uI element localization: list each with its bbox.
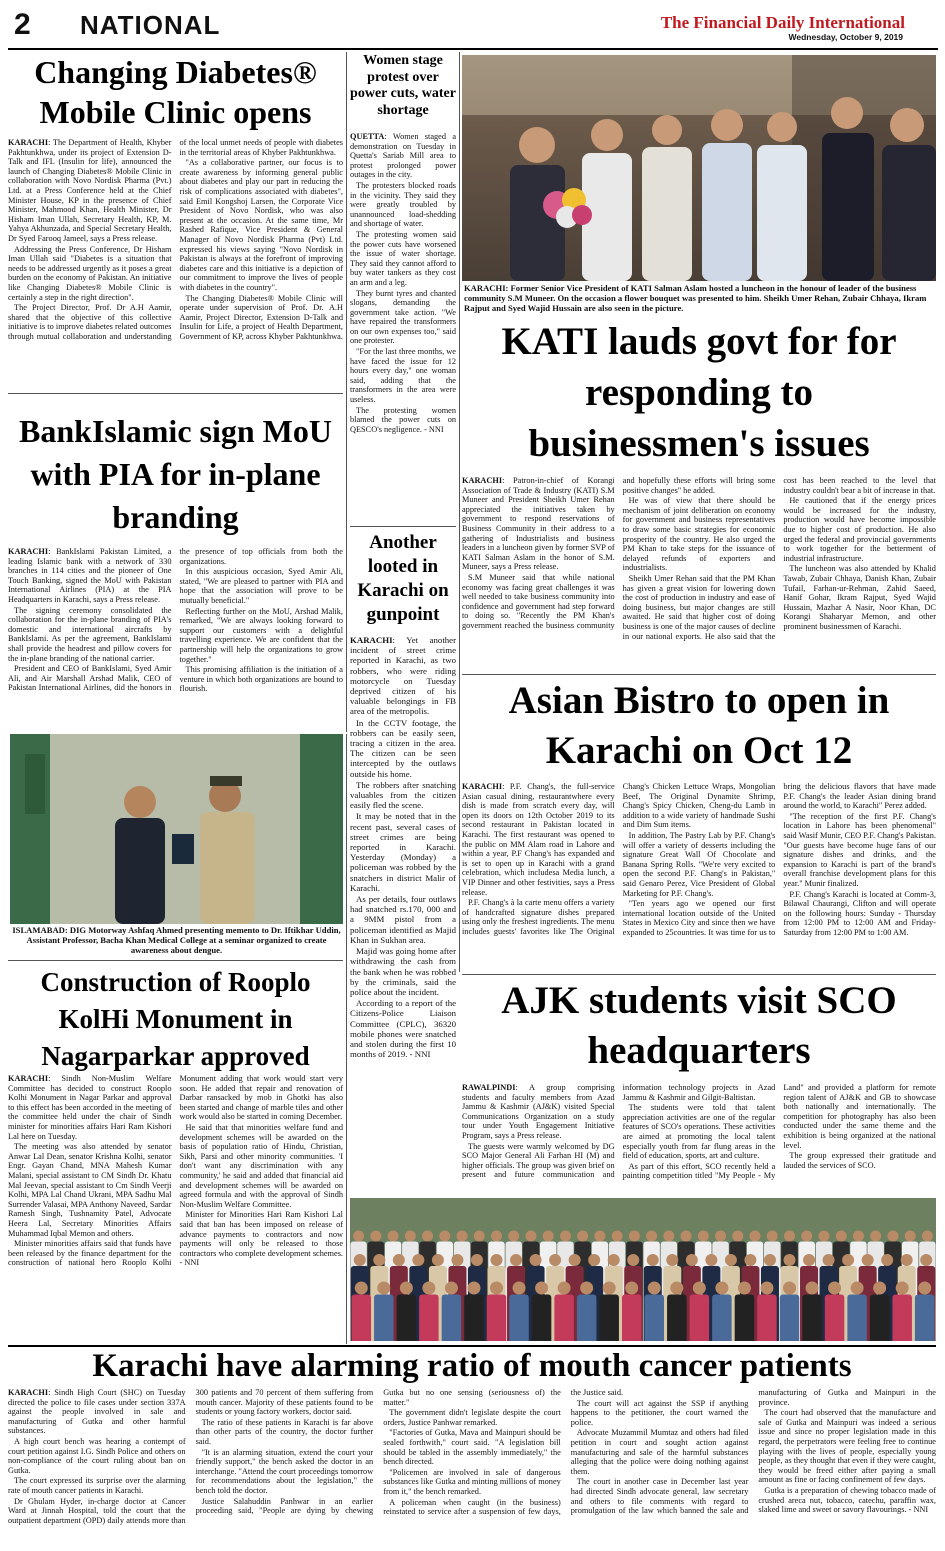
person-body xyxy=(892,1295,912,1342)
caption-kati-photo: KARACHI: Former Senior Vice President of KATI Salman Aslam hosted a luncheon in the honour of leader of the business community S.M Muneer. On the occasion a flower bouquet was presented to him. Sheikh Umer Rehan, Zubair Chhaya, Ikram Rajput and Syed Wajid Hussain are also seen in the picture. xyxy=(464,283,927,313)
paragraph: The court will act against the SSP if anything happens to the petitioner, the court warned the police. xyxy=(570,1398,749,1427)
person-head xyxy=(693,1282,706,1295)
paragraph: In this auspicious occasion, Syed Amir Ali, stated, "We are pleased to partner with PIA and hope that the association will prove to be mutually beneficial." xyxy=(179,567,343,605)
person-head xyxy=(784,1231,795,1242)
headline-gunpoint: Another looted in Karachi on gunpoint xyxy=(357,532,449,625)
paragraph: A high court bench was hearing a contempt of court petition against I.G. Sindh Police and others on non-compliance of the court ruling about ban on Gutka. xyxy=(8,1436,186,1475)
person-body xyxy=(915,1295,935,1342)
person-head xyxy=(851,1282,864,1295)
section-title: NATIONAL xyxy=(80,10,221,40)
person-body xyxy=(712,1295,732,1342)
person-head xyxy=(806,1282,819,1295)
person-head xyxy=(569,1254,581,1266)
paragraph: Sheikh Umer Rehan said that the PM Khan has given a great vision for lowering down the cost of production in industry and ease of doing business, but major changes are still awaited. He said that higher cost of doing business is one of the major causes of decline in our national exports. He also said that the cost has been reached to the level that industry couldn't bear a bit of increase in that. xyxy=(622,476,936,641)
person-head xyxy=(513,1282,526,1295)
paragraph: The robbers after snatching valuables from the citizen easily fled the scene. xyxy=(350,779,456,811)
paragraph: The luncheon was also attended by Khalid Tawab, Zubair Chhaya, Danish Khan, Zubair Tufail, Farhan-ur-Rehman, Zahid Saeed, Hanif Gohar, Ikram Rajput, Syed Wajid Hussain, Mazhar A Nasir, Noor Khan, DC Korangi Shaharyar Memon, and other prominent businessmen of Karachi. xyxy=(783,564,936,631)
person-head xyxy=(881,1254,893,1266)
person-head xyxy=(920,1254,932,1266)
person-head xyxy=(784,1254,796,1266)
headline-rooplo: Construction of Rooplo KolHi Monument in Nagarparkar approved xyxy=(40,967,311,1071)
person-head xyxy=(896,1282,909,1295)
photo-kati-luncheon xyxy=(462,55,936,281)
person-head xyxy=(750,1231,761,1242)
person-head xyxy=(400,1282,413,1295)
paragraph: P.F. Chang's à la carte menu offers a variety of handcrafted signature dishes prepared using only the freshest ingredients. The menu includes guests' favorites like The Original Chang's Chicken Lettuce Wraps, Mongolian Beef, The Original Dynamite Shrimp, Chang's Spicy Chicken, Cheng-du Lamb in addition to a wide variety of handmade Sushi and Dim Sum items. xyxy=(462,782,776,936)
person-head xyxy=(588,1254,600,1266)
paragraph: Minister minorities affairs said that funds have been released by the finance department for the construction of national hero Rooplo Kolhi Monument adding that work would start very soon. He added that repair and renovation of Darbar ransacked by mob in Ghotki has also been started and change of marble tiles and other work would also be started in coming December. xyxy=(8,1074,343,1268)
person-body xyxy=(397,1295,417,1342)
person-head xyxy=(744,1254,756,1266)
person-head xyxy=(862,1254,874,1266)
person-head xyxy=(836,1231,847,1242)
person-head xyxy=(698,1231,709,1242)
section-rule xyxy=(462,974,936,975)
person-head xyxy=(887,1231,898,1242)
dateline: KARACHI xyxy=(462,782,503,791)
person-head xyxy=(457,1231,468,1242)
person-head xyxy=(732,1231,743,1242)
person-head xyxy=(666,1254,678,1266)
person-head xyxy=(558,1282,571,1295)
person-head xyxy=(354,1254,366,1266)
paragraph: The protesters blocked roads in the vicinity. They said they were greatly troubled by unannounced load-shedding and shortage of water. xyxy=(350,180,456,229)
section-rule xyxy=(8,960,343,961)
person-body xyxy=(870,1295,890,1342)
dateline: KARACHI xyxy=(8,1074,49,1083)
person-body xyxy=(825,1295,845,1342)
person-head xyxy=(580,1282,593,1295)
person-head xyxy=(510,1254,522,1266)
person-head xyxy=(870,1231,881,1242)
paragraph: He was of view that there should be mechanism of joint deliberation on economy for government and business representatives to draw some basic strategies for economic prosperity of the country. He also urged the PM Khan to take steps for the issuance of delayed refunds of exporters and industrialists. xyxy=(622,496,776,573)
person-head xyxy=(612,1231,623,1242)
person-head xyxy=(627,1254,639,1266)
headline-women-protest: Women stage protest over power cuts, water shortage xyxy=(350,53,456,118)
dateline: KARACHI xyxy=(350,635,393,645)
person-head xyxy=(405,1231,416,1242)
person-head xyxy=(764,1254,776,1266)
article-mouth-cancer xyxy=(8,1347,936,1547)
person-head xyxy=(918,1282,931,1295)
person-head xyxy=(705,1254,717,1266)
body-diabetes: KARACHI: The Department of Health, Khyber Pakhtunkhwa, under its project of Extension D-Talk and IFL (Insulin for life), announced the launch of Changing Diabetes® Mobile Clinic in collaboration with Novo Nordisk Pharma (Pvt.) Ltd. at a Press Conference held at the Chief Minister House, KP in the presence of Chief Minister, Mahmood Khan, Health Minister, Dr Hisham Iman Ullah, Secretary Health, KP, M. Yahya Akhunzada, and Special Secretary Health, Dr Syed Farooq Jameel, says a Press release. Addressing the Press Conference, Dr Hisham Iman Ullah said "Diabetes is a situation that needs to be addressed urgently as it poses a great burden on the economy of Pakistan. An initiative like Changing Diabetes® Mobile Clinic is certainly a step in the right direction". The Project Director, Prof. Dr A.H Aamir, shared that the objective of this collective initiative is to improve diabetes related outcomes through mutual collaboration and understanding of the local unmet needs of people with diabetes in the territorial areas of Khyber Pakhtunkhwa. "As a collaborative partner, our focus is to create awareness by informing general public about diabetes and play our part in reducing the risk of complications associated with diabetes", said Emil Kongshoj Larsen, the Corporate Vice President of Novo Nordisk, who was also present at the occasion. At the same time, Mr Rashed Rafique, Vice President & General Manager of Novo Nordisk Pharma (Pvt) Ltd. expressed his views saying "Novo Nordisk in Pakistan is always at the forefront of improving diabetes care and this initiative is a depiction of our commitment to improve the lives of people with diabetes in the country". The Changing Diabetes® Mobile Clinic will operate under supervision of Prof. Dr. A.H Aamir, Project Director, Extension D-Talk and Insulin for Life, a project of Health Department, Government of KP, across Khyber Pakhtunkhwa. xyxy=(8,138,343,341)
person-head xyxy=(715,1282,728,1295)
person-body xyxy=(690,1295,710,1342)
person-head xyxy=(801,1231,812,1242)
paragraph: They burnt tyres and chanted slogans, demanding the government take action. "We have repaired the transformers on our own expenses too," said one protester. xyxy=(350,288,456,346)
person-head xyxy=(467,1282,480,1295)
paragraph: Majid was going home after withdrawing the cash from the bank when he was robbed by the criminals, said the police about the incident. xyxy=(350,946,456,997)
article-women-protest xyxy=(350,53,456,523)
photo-memento-illustration xyxy=(10,734,343,924)
headline-bankislamic: BankIslamic sign MoU with PIA for in-plane branding xyxy=(19,413,332,535)
person-body xyxy=(554,1295,574,1342)
dateline: KARACHI xyxy=(8,138,49,147)
column-rule xyxy=(346,52,347,732)
paragraph: Addressing the Press Conference, Dr Hisham Iman Ullah said "Diabetes is a situation that needs to be addressed urgently as it poses a great burden on the economy of Pakistan. An initiative like Changing Diabetes® Mobile Clinic is certainly a step in the right direction". xyxy=(8,244,172,302)
dateline: KARACHI xyxy=(8,547,49,556)
person-body xyxy=(464,1295,484,1342)
person-head xyxy=(474,1231,485,1242)
paragraph: He said that that minorities welfare fund and development schemes will be awarded on the basis of population ratio of Hindu, Christian, Sikh, Parsi and other minority communities. 'I don't want any discrimination with any community,' he said and added that financial aid and development schemes will be awarded on agreed formula and with the approval of Sindh Non-Muslim Welfare Committee. xyxy=(179,1122,343,1209)
person-head xyxy=(901,1254,913,1266)
headline-asian-bistro: Asian Bistro to open in Karachi on Oct 12 xyxy=(508,679,890,772)
paragraph: "It is an alarming situation, extend the court your friendly support," the bench asked the doctor in an interchange. "Attend the court proceedings tomorrow for recommendations about the legislation," the bench told the doctor. xyxy=(195,1447,374,1495)
person-head xyxy=(370,1231,381,1242)
person-body xyxy=(352,1295,372,1342)
person-head xyxy=(530,1254,542,1266)
paragraph: The signing ceremony consolidated the collaboration for the in-plane branding of PIA's domestic and international aircrafts by BankIslami. As per the agreement, BankIslami shall provide the headrest and pillow covers for the in-plane branding of the national carrier. xyxy=(8,605,172,663)
person-head xyxy=(842,1254,854,1266)
person-head xyxy=(646,1231,657,1242)
person-head xyxy=(828,1282,841,1295)
person-head xyxy=(439,1231,450,1242)
person-head xyxy=(373,1254,385,1266)
person-body xyxy=(667,1295,687,1342)
photo-group-illustration xyxy=(350,1198,936,1341)
paragraph: "Policemen are involved in sale of dangerous substances like Gutka and minting millions of money from it," the bench remarked. xyxy=(383,1467,561,1496)
paragraph: The court expressed its surprise over the alarming rate of mouth cancer patients in Karachi. xyxy=(8,1476,186,1495)
body-bankislamic: KARACHI: BankIslami Pakistan Limited, a leading Islamic bank with a network of 330 branches in 114 cities and the pioneer of One Touch Banking, signed the MoU with Pakistan International Airlines (PIA) at the PIA Headquarters in Karachi, says a Press release. The signing ceremony consolidated the collaboration for the in-plane branding of PIA's domestic and international aircrafts by BankIslami. As per the agreement, BankIslami shall provide the headrest and pillow covers for the in-plane branding of the national carrier. President and CEO of BankIslami, Syed Amir Ali, and Air Marshall Arshad Malik, CEO of Pakistan International Airlines, did the honors in the presence of top officials from both the organizations. In this auspicious occasion, Syed Amir Ali, stated, "We are pleased to partner with PIA and hope that the association will prove to be mutually beneficial." Reflecting further on the MoU, Arshad Malik, remarked, "We are always looking forward to support our customers with a delightful travelling experience. We are confident that the partnership will help the organizations to grow together." This promising affiliation is the initiation of a venture in which both organizations are bound to flourish. xyxy=(8,547,343,694)
paragraph: "As a collaborative partner, our focus is to create awareness by informing general public about diabetes and play our part in reducing the risk of complications associated with diabetes", said Emil Kongshoj Larsen, the Corporate Vice President of Novo Nordisk, who was also present at the occasion. At the same time, Mr Rashed Rafique, Vice President & General Manager of Novo Nordisk Pharma (Pvt) Ltd. expressed his views saying "Novo Nordisk in Pakistan is always at the forefront of improving diabetes care and this initiative is a depiction of our commitment to improve the lives of people with diabetes in the country". xyxy=(179,158,343,292)
person-head xyxy=(873,1282,886,1295)
header-rule xyxy=(8,48,938,50)
person-head xyxy=(648,1282,661,1295)
dateline: KARACHI xyxy=(8,1388,49,1397)
person-head xyxy=(471,1254,483,1266)
paragraph: In addition, The Pastry Lab by P.F. Chang's will offer a variety of desserts including the signature Great Wall Of Chocolate and Banana Spring Rolls. "We're very excited to open the second P.F. Chang's in Pakistan," said Genaro Perez, Vice President of Global Marketing for P.F. Chang's. xyxy=(622,830,776,898)
person-head xyxy=(491,1231,502,1242)
paragraph: The court had observed that the manufacture and sale of Gutka and Mainpuri was indeed a serious issue and since no proper legislation made in this regard, the perpetrators were feeling free to continue playing with the lives of people, especially young people, as they thought that even if they were caught, they would be freed either after paying a small amount as fine or facing confinement of few days. xyxy=(758,1408,936,1485)
dateline: RAWALPINDI xyxy=(462,1083,516,1092)
person-head xyxy=(377,1282,390,1295)
paragraph: The Project Director, Prof. Dr A.H Aamir, shared that the objective of this collective initiative is to improve diabetes related outcomes through mutual collaboration and understanding of the local unmet needs of people with diabetes in the territorial areas of Khyber Pakhtunkhwa. xyxy=(8,138,343,341)
person-head xyxy=(549,1254,561,1266)
person-head xyxy=(543,1231,554,1242)
photo-ajk-students-group xyxy=(350,1198,936,1341)
person-head xyxy=(823,1254,835,1266)
paragraph: It may be noted that in the recent past, several cases of street crimes are being reported in Karachi. Yesterday (Monday) a policeman was robbed by the snatchers in district Malir of Karachi. xyxy=(350,811,456,893)
paragraph: The group expressed their gratitude and lauded the services of SCO. xyxy=(783,1151,936,1170)
paragraph: Gutka is a preparation of chewing tobacco made of crushed areca nut, tobacco, catechu, paraffin wax, slaked lime and sweet or savory flavourings. - NNI xyxy=(758,1485,936,1515)
paragraph: He cautioned that if the energy prices would be increased for the industry, production would have become impossible due to higher cost of production. He also urged the federal and provincial governments to work together for the betterment of industrial infrastructure. xyxy=(783,496,936,563)
paragraph: The court in another case in December last year had directed Sindh advocate general, law secretary and others to file comments with regard to promulgation of the law which banned the sale and manufacturing of Gutka and Mainpuri in the province. xyxy=(570,1388,936,1516)
person-head xyxy=(686,1254,698,1266)
headline-diabetes: Changing Diabetes® Mobile Clinic opens xyxy=(34,54,317,130)
person-head xyxy=(725,1254,737,1266)
person-body xyxy=(442,1295,462,1342)
paragraph: As per details, four outlaws had snatched rs.170, 000 and a 9MM pistol from a policeman identified as Majid Khan in Sukhan area. xyxy=(350,894,456,945)
person-body xyxy=(802,1295,822,1342)
person-head xyxy=(905,1231,916,1242)
body-ajk: RAWALPINDI: A group comprising students and faculty members from Azad Jammu & Kashmir (AJ&K) visited Special Communications Organization on a study tour under Youth Engagement Initiative Program, says a Press release. The guests were warmly welcomed by DG SCO Major General Ali Farhan HI (M) and higher officials. The group was given brief on present and future communication and information technology projects in Azad Jammu & Kashmir and Gilgit-Baltistan. The students were told that talent appreciation activities are one of the regular features of SCO's operations. These activities are aimed at promoting the local talent especially youth from far flung areas in the field of education, sports, art and culture. As part of this effort, SCO recently held a painting competition titled "My People - My Land" and provided a platform for remote region talent of AJ&K and GB to showcase both nationally and internationally. The competition for photography has also been conducted under the same theme and the exhibition is being organized at the national level. The group expressed their gratitude and lauded the services of SCO. xyxy=(462,1083,936,1181)
headline-mouth-cancer: Karachi have alarming ratio of mouth cancer patients xyxy=(92,1348,852,1384)
person-head xyxy=(560,1231,571,1242)
paragraph: The government didn't legislate despite the court orders, Justice Panhwar remarked. xyxy=(383,1408,561,1427)
paragraph: "For the last three months, we have faced the issue for 12 hours every day," one woman said, adding that the transformers in the area were useless. xyxy=(350,347,456,405)
paragraph: Advocate Muzammil Mumtaz and others had filed petition in court and sought action against manufacturing and sale of the harmful substances alleging that the police were doing nothing against them. xyxy=(570,1428,749,1476)
person-head xyxy=(767,1231,778,1242)
person-head xyxy=(853,1231,864,1242)
person-head xyxy=(629,1231,640,1242)
paragraph: The students were told that talent appreciation activities are one of the regular features of SCO's operations. These activities are aimed at promoting the local talent especially youth from far flung areas in the field of education, sports, art and culture. xyxy=(622,1103,776,1161)
paragraph: A policeman when caught (in the business) reinstated to service after a suspension of few days, the Justice said. xyxy=(383,1388,624,1517)
paragraph: The ratio of these patients in Karachi is far above than other parts of the country, the doctor further said. xyxy=(195,1417,374,1446)
headline-ajk: AJK students visit SCO headquarters xyxy=(501,979,897,1072)
article-kati xyxy=(462,316,936,672)
paragraph: S.M Muneer said that while national economy was facing great challenges it was well needed to take business community into confidence and government had step forward to doing so. "Recently the PM Khan's government reached the business community and hopefully these efforts will bring some positive changes" he added. xyxy=(462,476,776,630)
photo-people-illustration xyxy=(462,55,936,281)
headline-kati: KATI lauds govt for for responding to businessmen's issues xyxy=(501,320,897,465)
person-head xyxy=(491,1254,503,1266)
article-asian-bistro xyxy=(462,676,936,972)
person-head xyxy=(663,1231,674,1242)
paragraph: The protesting women blamed the power cuts on QESCO's negligence. - NNI xyxy=(350,405,456,434)
person-head xyxy=(393,1254,405,1266)
column-rule xyxy=(346,734,347,1344)
person-head xyxy=(625,1282,638,1295)
photo-dengue-seminar xyxy=(10,734,343,924)
person-head xyxy=(445,1282,458,1295)
dateline: KARACHI xyxy=(462,476,503,485)
body-asian-bistro: KARACHI: P.F. Chang's, the full-service Asian casual dining, restaurantwhere every dish is made from scratch every day, will open its doors on 12th October 2019 to its second restaurant in Pakistan located in Karachi. The first restaurant was opened to the public on MM Alam road in Lahore and within a year, P.F Chang's has expanded and is set to open up in Karachi with a grand celebration, which includesa Media lunch, a VIP Dinner and other festivities, says a Press release. P.F. Chang's à la carte menu offers a variety of handcrafted signature dishes prepared using only the freshest ingredients. The menu includes guests' favorites like The Original Chang's Chicken Lettuce Wraps, Mongolian Beef, The Original Dynamite Shrimp, Chang's Spicy Chicken, Cheng-du Lamb in addition to a wide variety of handmade Sushi and Dim Sum items. In addition, The Pastry Lab by P.F. Chang's will offer a variety of desserts including the signature Great Wall Of Chocolate and Banana Spring Rolls. "We're very excited to open the second P.F. Chang's in Pakistan," said Genaro Perez, Vice President of Global Marketing for P.F. Chang's. "Ten years ago we opened our first international location outside of the United States in Mexico City and since then we have expanded to 25countries. It was time for us to bring the delicious flavors that have made P.F. Chang's the leader Asian dining brand around the world, to Karachi" Perez added. "The reception of the first P.F. Chang's location in Lahore has been phenomenal" said Wasif Munir, CEO P.F. Chang's Pakistan. "Our guests have become huge fans of our signature dishes and drinks, and the expansion to Karachi is part of the brand's overall franchise development plans for this year." Munir finalized. P.F. Chang's Karachi is located at Comm-3, Bilawal Chaurangi, Clifton and will operate on the following hours: Sunday - Thursday from 12:00 PM to 12:00 AM and Friday-Saturday from 12:00 PM to 1:00 AM. xyxy=(462,782,936,937)
person-head xyxy=(760,1282,773,1295)
person-head xyxy=(388,1231,399,1242)
person-head xyxy=(608,1254,620,1266)
article-bankislamic xyxy=(8,410,343,730)
person-head xyxy=(681,1231,692,1242)
person-head xyxy=(670,1282,683,1295)
person-head xyxy=(783,1282,796,1295)
person-body xyxy=(599,1295,619,1342)
person-head xyxy=(412,1254,424,1266)
paragraph: "Ten years ago we opened our first international location outside of the United States in Mexico City and since then we have expanded to 25countries. It was time for us to bring the delicious flavors that have made P.F. Chang's the leader Asian dining brand around the world, to Karachi" Perez added. xyxy=(622,782,936,937)
body-gunpoint: KARACHI: Yet another incident of street crime reported in Karachi, as two robbers, who were riding motorcycle on Tuesday deprived citizen of his valuable belongings in FB area of the metropolis. In the CCTV footage, the robbers can be easily seen, tracing a citizen in the area. The citizen can be seen intercepted by the outlaws outside his home. The robbers after snatching valuables from the citizen easily fled the scene. It may be noted that in the recent past, several cases of street crimes are being reported in Karachi. Yesterday (Monday) a policeman was robbed by the snatchers in district Malir of Karachi. As per details, four outlaws had snatched rs.170, 000 and a 9MM pistol from a policeman identified as Majid Khan in Sukhan area. Majid was going home after withdrawing the cash from the bank when he was robbed by the criminals, said the police about the incident. According to a report of the Citizens-Police Liaison Committee (CPLC), 36320 mobile phones were snatched and stolen during the first 10 months of 2019. - NNI xyxy=(350,635,456,1060)
page-header xyxy=(0,0,945,50)
section-rule xyxy=(350,526,456,527)
person-body xyxy=(735,1295,755,1342)
section-rule xyxy=(462,674,936,675)
dateline: QUETTA xyxy=(350,132,385,141)
person-body xyxy=(645,1295,665,1342)
paragraph: Dr Ghulam Hyder, in-charge doctor at Cancer Ward at Jinnah Hospital, told the court that the outpatient department (OPD) daily attends more than 300 patients and 70 percent of them suffering from mouth cancer. Majority of these patients found to be students or young factory workers, doctor said. xyxy=(8,1388,374,1525)
caption-motorway-photo: ISLAMABAD: DIG Motorway Ashfaq Ahmed presenting memento to Dr. Iftikhar Uddin, Assistant Professor, Bacha Khan Medical College at a seminar organized to create awareness about dengue. xyxy=(12,925,341,955)
paragraph: President and CEO of BankIslami, Syed Amir Ali, and Air Marshall Arshad Malik, CEO of Pakistan International Airlines, did the honors in the presence of top officials from both the organizations. xyxy=(8,547,343,693)
paragraph: In the CCTV footage, the robbers can be easily seen, tracing a citizen in the area. The citizen can be seen intercepted by the outlaws outside his home. xyxy=(350,717,456,779)
article-rooplo xyxy=(8,964,343,1344)
person-head xyxy=(535,1282,548,1295)
person-head xyxy=(422,1231,433,1242)
person-body xyxy=(509,1295,529,1342)
column-rule xyxy=(459,52,460,972)
paragraph: The protesting women said the power cuts have worsened the issue of water shortage. They said they cannot afford to buy water tankers as they cost an arm and a leg. xyxy=(350,229,456,287)
section-rule xyxy=(8,393,343,394)
paragraph: P.F. Chang's Karachi is located at Comm-3, Bilawal Chaurangi, Clifton and will operate on the following hours: Sunday - Thursday from 12:00 PM to 12:00 AM and Friday-Saturday from 12:00 PM to 1:00 AM. xyxy=(783,889,936,937)
issue-date: Wednesday, October 9, 2019 xyxy=(788,32,903,42)
body-kati: KARACHI: Patron-in-chief of Korangi Association of Trade & Industry (KATI) S.M Muneer and President Sheikh Umer Rehan appreciated the initiatives taken by government to respond reservations of Business Community in their address to a gathering of Industrialists and business leaders in a luncheon given by former SVP of KATI Salman Aslam in the honor of S.M. Muneer, says a Press release. S.M Muneer said that while national economy was facing great challenges it was well needed to take business community into confidence and government had step forward to doing so. "Recently the PM Khan's government reached the business community and hopefully these efforts will bring some positive changes" he added. He was of view that there should be mechanism of joint deliberation on economy for government and business representatives to draw some basic strategies for economic prosperity of the country. He also urged the PM Khan to take steps for the issuance of delayed refunds of exporters and industrialists. Sheikh Umer Rehan said that the PM Khan has given a great vision for lowering down the cost of production in industry and ease of doing business, but major changes are still awaited. He said that higher cost of doing business is one of the major causes of decline in our national exports. He also said that the cost has been reached to the level that industry couldn't bear a bit of increase in that. He cautioned that if the energy prices would be increased for the industry, production would have become impossible due to higher cost of production. He also urged the federal and provincial governments to work together for the betterment of industrial infrastructure. The luncheon was also attended by Khalid Tawab, Zubair Chhaya, Danish Khan, Zubair Tufail, Farhan-ur-Rehman, Zahid Saeed, Hanif Gohar, Ikram Rajput, Syed Wajid Hussain, Mazhar A Nasir, Noor Khan, DC Korangi Shaharyar Memon, and other prominent businessmen of Karachi. xyxy=(462,476,936,641)
article-diabetes xyxy=(8,52,343,390)
person-head xyxy=(355,1282,368,1295)
person-head xyxy=(715,1231,726,1242)
article-ajk xyxy=(462,976,936,1194)
person-head xyxy=(803,1254,815,1266)
person-body xyxy=(757,1295,777,1342)
paragraph: According to a report of the Citizens-Police Liaison Committee (CPLC), 36320 mobile phones were snatched and stolen during the first 10 months of 2019. - NNI xyxy=(350,998,456,1060)
paragraph: The Changing Diabetes® Mobile Clinic will operate under supervision of Prof. Dr. A.H Aamir, Project Director, Extension D-Talk and Insulin for Life, a project of Health Department, Government of KP, across Khyber Pakhtunkhwa. xyxy=(179,293,343,341)
person-head xyxy=(922,1231,933,1242)
person-head xyxy=(603,1282,616,1295)
person-head xyxy=(647,1254,659,1266)
paragraph: Justice Salahuddin Panhwar in an earlier proceeding said, "People are dying by chewing Gutka but no one sensing (seriousness of) the matter." xyxy=(195,1388,561,1516)
person-body xyxy=(532,1295,552,1342)
body-rooplo: KARACHI: Sindh Non-Muslim Welfare Committee has decided to construct Rooplo Kolhi Monument in Nagar Parkar and approval to this effect has been accorded in the meeting of the committee held under the chair of Sindh minister for minorities affairs Hari Ram Kishori Lal here on Tuesday. The meeting was also attended by senator Anwar Lal Dean, senator Krishna Kolhi, senator Engr. Gayan Chand, MNA Mahesh Kumar Malani, special assistant to CM Sindh Dr. Khatu Mal Jeevan, special assistant to Cm Sindh Veerji Kolhi, MPA Lal Chand Ukrani, MPA Sadhu Mal Surrender Valasai, MPA Anthony Naveed, Sardar Ramesh Singh, Tushnamity Patel, Advocate Heera Lal, Secretary Minorities Affairs Muhammad Iqbal Memon and others. Minister minorities affairs said that funds have been released by the finance department for the construction of national hero Rooplo Kolhi Monument adding that work would start very soon. He added that repair and renovation of Darbar ransacked by mob in Ghotki has also been started and change of marble tiles and other work would also be started in coming December. He said that that minorities welfare fund and development schemes will be awarded on the basis of population ratio of Hindu, Christian, Sikh, Parsi and other minority communities. 'I don't want any discrimination with any community,' he said and added that financial aid and development schemes will be awarded on agreed formula and with the approval of Sindh Non-Muslim Welfare Committee. Minister for Minorities Hari Ram Kishori Lal said that ban has been imposed on release of advance payments to contractors and now payments will only be released to those contractors who complete development schemes. - NNI xyxy=(8,1074,343,1268)
person-body xyxy=(419,1295,439,1342)
person-head xyxy=(353,1231,364,1242)
person-body xyxy=(487,1295,507,1342)
person-head xyxy=(422,1282,435,1295)
person-head xyxy=(818,1231,829,1242)
person-body xyxy=(847,1295,867,1342)
paragraph: "The reception of the first P.F. Chang's location in Lahore has been phenomenal" said Wasif Munir, CEO P.F. Chang's Pakistan. "Our guests have become huge fans of our signature dishes and drinks, and the expansion to Karachi is part of the brand's overall franchise development plans for this year." Munir finalized. xyxy=(783,811,936,888)
paragraph: Reflecting further on the MoU, Arshad Malik, remarked, "We are always looking forward to support our customers with a delightful travelling experience. We are confident that the partnership will help the organizations to grow together." xyxy=(179,606,343,664)
paragraph: "Factories of Gutka, Mava and Mainpuri should be sealed forthwith," court said. "A legislation bill should be tabled in the assembly immediately," the bench directed. xyxy=(383,1428,561,1467)
person-head xyxy=(594,1231,605,1242)
paragraph: This promising affiliation is the initiation of a venture in which both organizations are bound to flourish. xyxy=(179,665,343,694)
paragraph: The meeting was also attended by senator Anwar Lal Dean, senator Krishna Kolhi, senator Engr. Gayan Chand, MNA Mahesh Kumar Malani, special assistant to CM Sindh Dr. Khatu Mal Jeevan, special assistant to Cm Sindh Veerji Kolhi, MPA Lal Chand Ukrani, MPA Sadhu Mal Surrender Valasai, MPA Anthony Naveed, Sardar Ramesh Singh, Tushnamity Patel, Advocate Heera Lal, Secretary Minorities Affairs Muhammad Iqbal Memon and others. xyxy=(8,1142,172,1238)
person-head xyxy=(451,1254,463,1266)
person-body xyxy=(622,1295,642,1342)
person-head xyxy=(577,1231,588,1242)
paragraph: Minister for Minorities Hari Ram Kishori Lal said that ban has been imposed on release of advance payments to contractors and now payments will only be released to those contractors who complete development schemes. - NNI xyxy=(179,1210,343,1268)
person-head xyxy=(490,1282,503,1295)
article-gunpoint xyxy=(350,531,456,1199)
paragraph: The guests were warmly welcomed by DG SCO Major General Ali Farhan HI (M) and higher officials. The group was given brief on present and future communication and information technology projects in Azad Jammu & Kashmir and Gilgit-Baltistan. xyxy=(462,1083,776,1180)
body-women-protest: QUETTA: Women staged a demonstration on Tuesday in Quetta's Sariab Mill area to protest prolonged power outages in the city. The protesters blocked roads in the vicinity. They said they were greatly troubled by unannounced load-shedding and shortage of water. The protesting women said the power cuts have worsened the issue of water shortage. They said they cannot afford to buy water tankers as they cost an arm and a leg. They burnt tyres and chanted slogans, demanding the government take action. "We have repaired the transformers on our own expenses too," said one protester. "For the last three months, we have faced the issue for 12 hours every day," one woman said, adding that the transformers in the area were useless. The protesting women blamed the power cuts on QESCO's negligence. - NNI xyxy=(350,132,456,434)
person-head xyxy=(432,1254,444,1266)
page-number: 2 xyxy=(14,8,31,41)
person-body xyxy=(374,1295,394,1342)
person-head xyxy=(525,1231,536,1242)
body-mouth-cancer: KARACHI: Sindh High Court (SHC) on Tuesday directed the police to file cases under section 337A against the people involved in sale and manufacturing of Gutka and other harmful substances. A high court bench was hearing a contempt of court petition against I.G. Sindh Police and others on non-compliance of the court ruling about ban on Gutka. The court expressed its surprise over the alarming rate of mouth cancer patients in Karachi. Dr Ghulam Hyder, in-charge doctor at Cancer Ward at Jinnah Hospital, told the court that the outpatient department (OPD) daily attends more than 300 patients and 70 percent of them suffering from mouth cancer. Majority of these patients found to be students or young factory workers, doctor said. The ratio of these patients in Karachi is far above than other parts of the country, the doctor further said. "It is an alarming situation, extend the court your friendly support," the bench asked the doctor in an interchange. "Attend the court proceedings tomorrow for recommendations about the legislation," the bench told the doctor. Justice Salahuddin Panhwar in an earlier proceeding said, "People are dying by chewing Gutka but no one sensing (seriousness of) the matter." The government didn't legislate despite the court orders, Justice Panhwar remarked. "Factories of Gutka, Mava and Mainpuri should be sealed forthwith," court said. "A legislation bill should be tabled in the assembly immediately," the bench directed. "Policemen are involved in sale of dangerous substances like Gutka and minting millions of money from it," the bench remarked. A policeman when caught (in the business) reinstated to service after a suspension of few days, the Justice said. The court will act against the SSP if anything happens to the petitioner, the court warned the police. Advocate Muzammil Mumtaz and others had filed petition in court and sought action against manufacturing and sale of the harmful substances alleging that the police were doing nothing against them. The court in another case in December last year had directed Sindh advocate general, law secretary and others to file comments with regard to promulgation of the law which banned the sale and manufacturing of Gutka and Mainpuri in the province. The court had observed that the manufacture and sale of Gutka and Mainpuri was indeed a serious issue and since no proper legislation made in this regard, the perpetrators were feeling free to continue playing with the lives of people, especially young people, as they thought that even if they were caught, they would be freed either after paying a small amount as fine or facing confinement of few days. Gutka is a preparation of chewing tobacco made of crushed areca nut, tobacco, catechu, paraffin wax, slaked lime and sweet or savory flavourings. - NNI xyxy=(8,1388,936,1525)
person-head xyxy=(738,1282,751,1295)
person-body xyxy=(780,1295,800,1342)
person-head xyxy=(508,1231,519,1242)
paragraph: As part of this effort, SCO recently held a painting competition titled "My People - My Land" and provided a platform for remote region talent of AJ&K and GB to showcase both nationally and internationally. The competition for photography has also been conducted under the same theme and the exhibition is being organized at the national level. xyxy=(622,1083,936,1181)
masthead: The Financial Daily International xyxy=(660,13,905,32)
person-body xyxy=(577,1295,597,1342)
